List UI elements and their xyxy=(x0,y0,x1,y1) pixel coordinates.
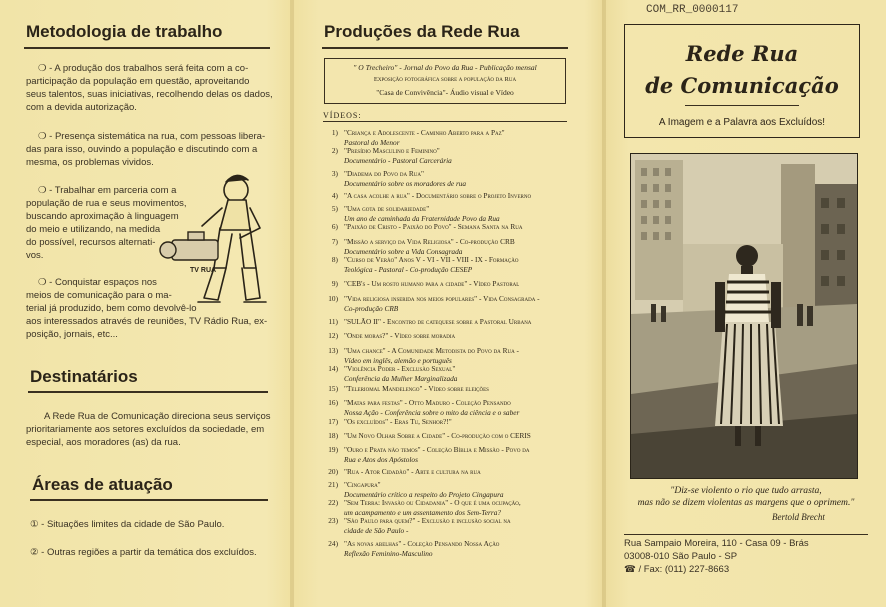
video-item-text xyxy=(344,516,578,535)
video-item-number: 17) xyxy=(328,417,338,426)
publications-box xyxy=(324,58,566,104)
video-item-number: 19) xyxy=(328,445,338,454)
video-item-text xyxy=(344,317,578,327)
video-description: Reflexão Feminino-Masculino xyxy=(344,548,433,558)
right-panel xyxy=(606,0,886,607)
video-description: Rua e Atos dos Apóstolos xyxy=(344,454,418,464)
video-item-number: 5) xyxy=(331,204,338,213)
metodologia-item-2: ❍ - Presença sistemática na rua, com pessoas libera- das para isso, ouvindo a população e discutindo com a mesma, os problemas vividos. xyxy=(26,131,266,168)
video-title: "Teleriomal Mandelengo" - Vídeo sobre eleições xyxy=(344,384,489,393)
video-description: Pastoral do Menor xyxy=(344,137,400,147)
video-title: "Rua - Ator Cidadão" - Arte e cultura na rua xyxy=(344,467,481,476)
quote-text: "Diz-se violento o rio que tudo arrasta, mas não se dizem violentas as margens que o oprimem." xyxy=(637,485,855,508)
video-description: Conferência da Mulher Marginalizada xyxy=(344,373,458,383)
video-item-text xyxy=(344,222,578,232)
producoes-heading: Produções da Rede Rua xyxy=(324,22,520,41)
video-title: "As novas abelhas" - Coleção Pensando Nossa Ação xyxy=(344,539,500,548)
video-item-number: 16) xyxy=(328,398,338,407)
video-item-text xyxy=(344,331,578,341)
title-rule xyxy=(685,105,799,106)
quote-author: Bertold Brecht xyxy=(772,512,825,522)
video-title: "Uma chance" - A Comunidade Metodista do Povo da Rua - xyxy=(344,346,519,355)
publications-line-3: "Casa de Convivência"- Áudio visual e Vídeo xyxy=(376,88,514,97)
video-item-number: 3) xyxy=(331,169,338,178)
video-item-text xyxy=(344,398,578,417)
title-subtitle: A Imagem e a Palavra aos Excluídos! xyxy=(658,117,826,128)
street-photo xyxy=(630,153,858,479)
destinatarios-heading: Destinatários xyxy=(30,367,138,386)
areas-rule xyxy=(30,499,268,501)
video-item-text xyxy=(344,539,578,558)
video-title: "Matas para festas" - Otto Maduro - Coleção Pensando xyxy=(344,398,511,407)
video-title: "Diadema do Povo da Rua" xyxy=(344,169,424,178)
video-item-text xyxy=(344,417,578,427)
video-item-number: 24) xyxy=(328,539,338,548)
video-title: "Onde moras?" - Vídeo sobre moradia xyxy=(344,331,456,340)
video-title: "Presídio Masculino e Feminino" xyxy=(344,146,440,155)
video-title: "Cingapura" xyxy=(344,480,381,489)
video-description: Vídeo em inglês, alemão e português xyxy=(344,355,452,365)
video-description: Um ano de caminhada da Fraternidade Povo da Rua xyxy=(344,213,500,223)
archive-code: COM_RR_0000117 xyxy=(646,4,739,16)
metodologia-rule xyxy=(24,47,270,49)
video-title: "Sem Terra: Invasão ou Cidadania" - O que é uma ocupação, xyxy=(344,498,521,507)
metodologia-item-4: ❍ - Conquistar espaços nos meios de comunicação para o ma- terial já produzido, bem como devolvê-lo aos interessados através de reuniões, TV Rádio Rua, ex- posição, jornais, etc... xyxy=(26,277,268,340)
areas-item-1: ① - Situações limites da cidade de São Paulo. xyxy=(30,519,225,530)
address-line-1: Rua Sampaio Moreira, 110 - Casa 09 - Brás xyxy=(624,538,809,549)
video-item-text xyxy=(344,237,578,256)
video-item-number: 14) xyxy=(328,364,338,373)
video-item-text xyxy=(344,431,578,441)
video-item-text xyxy=(344,364,578,383)
video-title: "A casa acolhe a rua" - Documentário sobre o Projeto Inverno xyxy=(344,191,532,200)
video-item-text xyxy=(344,346,578,365)
video-item-number: 4) xyxy=(331,191,338,200)
video-item-number: 11) xyxy=(328,317,338,326)
publications-line-1: " O Trecheiro" - Jornal do Povo da Rua - Publicação mensal xyxy=(353,63,537,72)
areas-item-2: ② - Outras regiões a partir da temática dos excluídos. xyxy=(30,547,257,558)
video-item-number: 2) xyxy=(331,146,338,155)
video-item-number: 12) xyxy=(328,331,338,340)
destinatarios-text: A Rede Rua de Comunicação direciona seus serviços prioritariamente aos setores excluídos da sociedade, em especial, aos moradores (as) da rua. xyxy=(26,411,271,448)
videos-rule xyxy=(323,121,567,122)
publications-line-2: Exposição fotográfica sobre a população da Rua xyxy=(373,76,517,83)
video-item-text xyxy=(344,255,578,274)
left-panel xyxy=(0,0,290,607)
video-item-number: 18) xyxy=(328,431,338,440)
video-title: "Curso de Verão" Anos V - VI - VII - VIII - IX - Formação xyxy=(344,255,519,264)
metodologia-heading: Metodologia de trabalho xyxy=(26,22,223,41)
metodologia-item-1: ❍ - A produção dos trabalhos será feita com a co- participação da população em questão, aproveitando seus talentos, suas iniciativas, recolhendo delas os dados, com a devida autorização. xyxy=(26,63,273,113)
video-title: "Ouro e Prata não temos" - Coleção Bíblia e Missão - Povo da xyxy=(344,445,530,454)
video-item-number: 9) xyxy=(331,279,338,288)
video-item-text xyxy=(344,204,578,223)
title-box xyxy=(624,24,860,138)
title-line-2: de Comunicação xyxy=(645,73,839,98)
cartoon-label: TV RUA xyxy=(190,267,217,274)
cameraman-cartoon-illustration xyxy=(158,168,270,310)
video-item-text xyxy=(344,445,578,464)
video-item-text xyxy=(344,480,578,499)
video-item-number: 6) xyxy=(331,222,338,231)
video-item-text xyxy=(344,128,578,147)
video-item-number: 7) xyxy=(331,237,338,246)
video-description: Co-produção CRB xyxy=(344,303,399,313)
video-item-text xyxy=(344,279,578,289)
video-item-number: 21) xyxy=(328,480,338,489)
address-rule xyxy=(624,534,868,535)
producoes-rule xyxy=(322,47,568,49)
video-description: cidade de São Paulo - xyxy=(344,525,409,535)
video-description: Teológica - Pastoral - Co-produção CESEP xyxy=(344,264,473,274)
video-item-number: 13) xyxy=(328,346,338,355)
video-title: "Violência Poder - Exclusão Sexual" xyxy=(344,364,456,373)
metodologia-item-3: ❍ - Trabalhar em parceria com a população de rua e seus movimentos, buscando aproximação à linguagem do meio e utilizando, na medida do possível, recursos alternati- vos. xyxy=(26,185,187,261)
video-title: "Uma gota de solidariedade" xyxy=(344,204,430,213)
video-item-number: 20) xyxy=(328,467,338,476)
video-title: "Os excluídos" - Eras Tu, Senhor?!" xyxy=(344,417,452,426)
video-title: "Vida religiosa inserida nos meios populares" - Vida Consagrada - xyxy=(344,294,540,303)
video-item-number: 23) xyxy=(328,516,338,525)
video-item-text xyxy=(344,467,578,477)
phone-fax: ☎ / Fax: (011) 227-8663 xyxy=(624,564,730,575)
video-item-text xyxy=(344,169,578,188)
video-description: Documentário sobre os moradores de rua xyxy=(344,178,467,188)
video-item-number: 15) xyxy=(328,384,338,393)
video-item-number: 8) xyxy=(331,255,338,264)
videos-heading: VÍDEOS: xyxy=(323,111,362,120)
title-line-1: Rede Rua xyxy=(685,41,799,66)
video-item-text xyxy=(344,384,578,394)
video-title: "CEB's - Um rosto humano para a cidade" - Vídeo Pastoral xyxy=(344,279,520,288)
video-item-text xyxy=(344,191,578,201)
street-photo-drawing xyxy=(631,154,857,478)
video-description: Nossa Ação - Conferência sobre o mito da ciência e o saber xyxy=(344,407,520,417)
middle-panel xyxy=(294,0,602,607)
destinatarios-rule xyxy=(28,391,268,393)
video-description: um acampamento e um assentamento dos Sem-Terra? xyxy=(344,507,502,517)
video-description: Documentário crítico a respeito do Projeto Cingapura xyxy=(344,489,504,499)
video-title: "Missão a serviço da Vida Religiosa" - Co-produção CRB xyxy=(344,237,515,246)
video-title: "Paixão de Cristo - Paixão do Povo" - Semana Santa na Rua xyxy=(344,222,523,231)
video-title: "Criança e Adolescente - Caminho Aberto para a Paz" xyxy=(344,128,505,137)
video-description: Documentário - Pastoral Carcerária xyxy=(344,155,452,165)
video-item-number: 22) xyxy=(328,498,338,507)
video-item-number: 1) xyxy=(331,128,338,137)
areas-heading: Áreas de atuação xyxy=(32,475,173,494)
video-title: "São Paulo para quem?" - Exclusão e inclusão social na xyxy=(344,516,511,525)
video-title: "SULÃO II" - Encontro de catequese sobre a Pastoral Urbana xyxy=(344,317,532,326)
video-item-text xyxy=(344,146,578,165)
address-line-2: 03008-010 São Paulo - SP xyxy=(624,551,738,562)
video-item-text xyxy=(344,498,578,517)
video-item-number: 10) xyxy=(328,294,338,303)
video-description: Documentário sobre a Vida Consagrada xyxy=(344,246,463,256)
video-item-text xyxy=(344,294,578,313)
video-title: "Um Novo Olhar Sobre a Cidade" - Co-produção com o CERIS xyxy=(344,431,531,440)
